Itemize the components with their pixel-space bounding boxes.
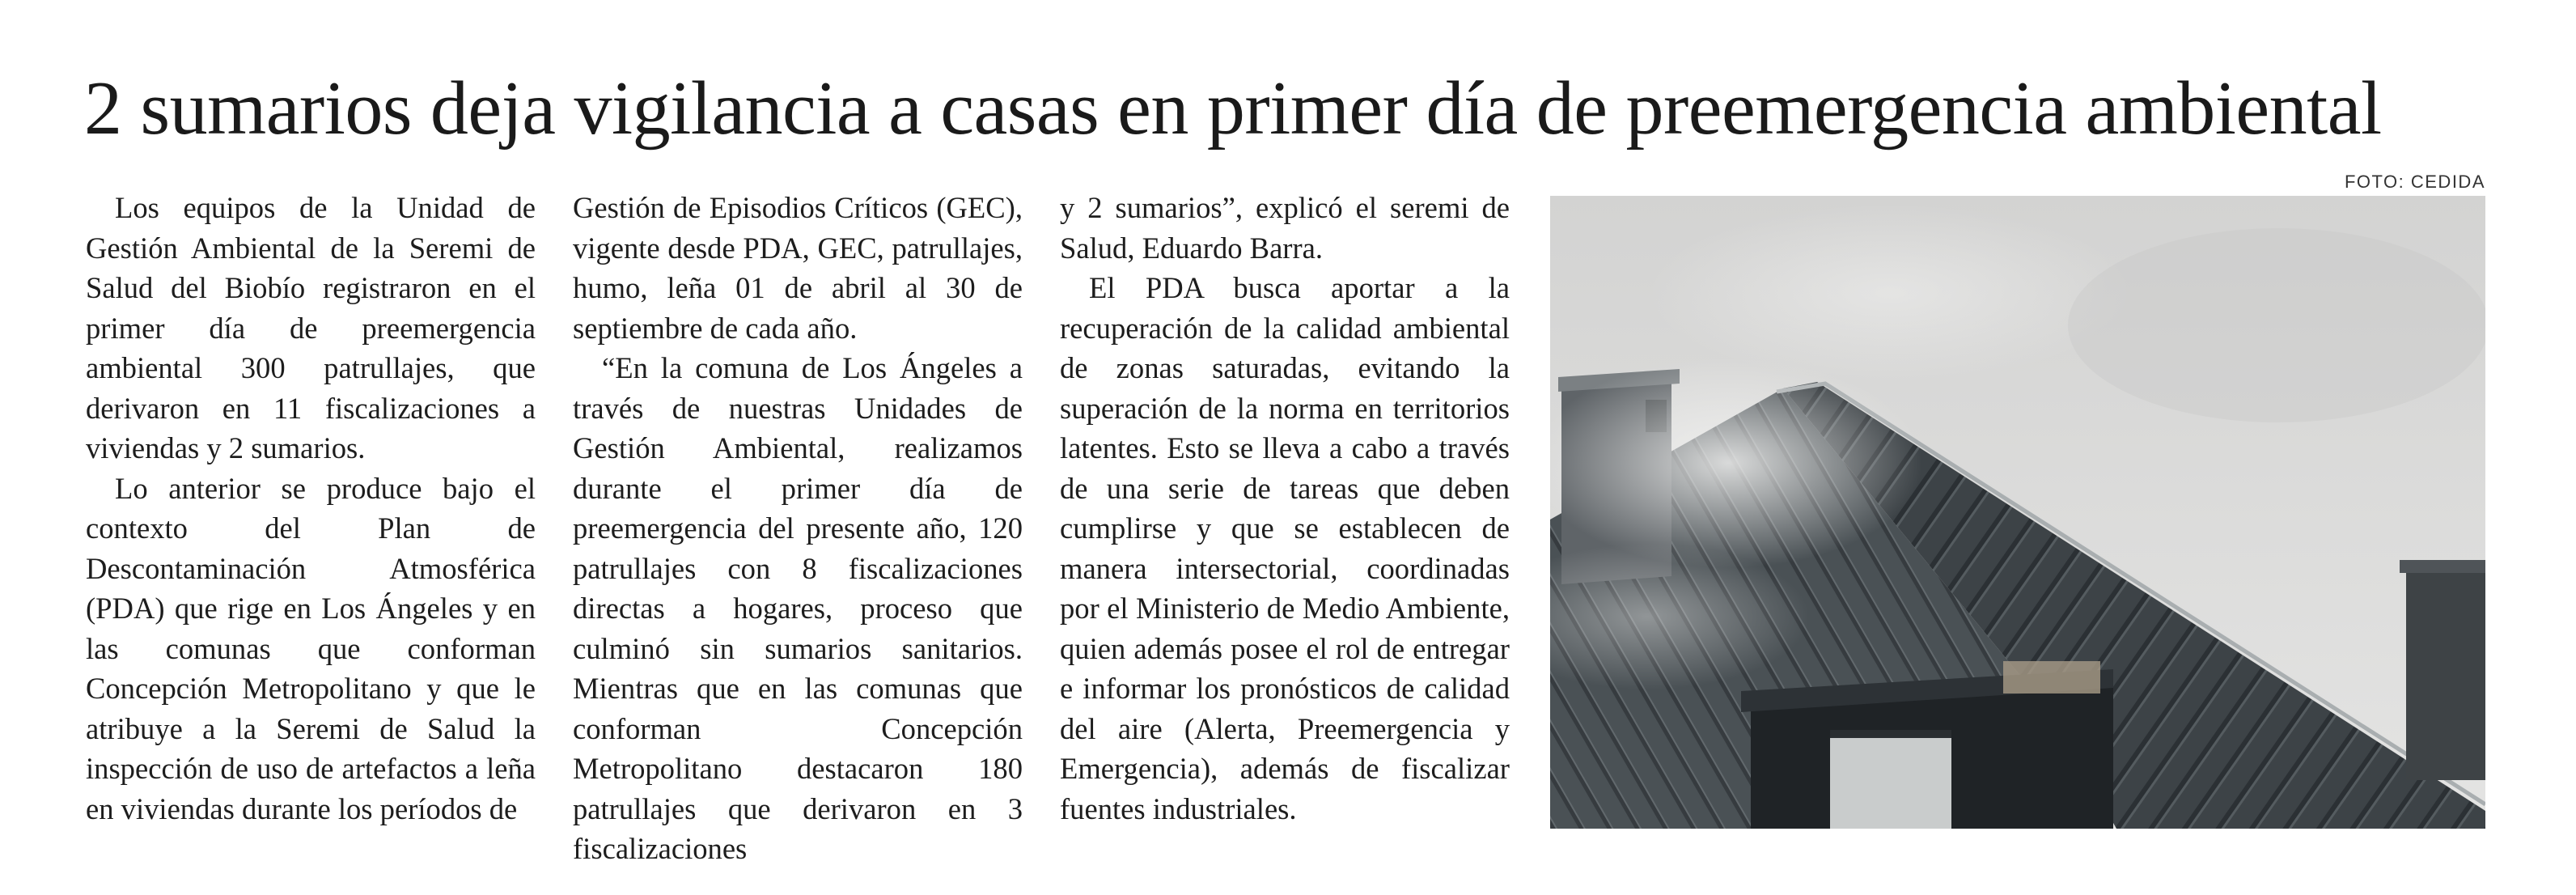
photo-credit: FOTO: CEDIDA: [2344, 172, 2485, 192]
text-column-1: [86, 188, 536, 829]
text-column-2: [573, 188, 1023, 869]
house-roof-smoke-image: [1550, 196, 2485, 829]
paragraph-continued: y 2 sumarios”, explicó el seremi de Salud, Eduardo Barra.: [1060, 191, 1510, 265]
paragraph-continued: Gestión de Episodios Críticos (GEC), vigente desde PDA, GEC, patrullajes, humo, leña 01 de abril al 30 de septiembre de cada año.: [573, 191, 1023, 345]
paragraph: Los equipos de la Unidad de Gestión Ambiental de la Seremi de Salud del Biobío registraron en el primer día de preemergencia ambiental 300 patrullajes, que derivaron en 11 fiscalizaciones a viviendas y 2 sumarios.: [86, 191, 536, 464]
paragraph: Lo anterior se produce bajo el contexto del Plan de Descontaminación Atmosférica (PDA) que rige en Los Ángeles y en las comunas que conforman Concepción Metropolitano y que le atribuye a la Seremi de Salud la inspección de uso de artefactos a leña en viviendas durante los períodos de: [86, 471, 536, 825]
article-headline: 2 sumarios deja vigilancia a casas en primer día de preemergencia ambiental: [84, 66, 2382, 151]
paragraph: El PDA busca aportar a la recuperación de la calidad ambiental de zonas saturadas, evitando la superación de la norma en territorios latentes. Esto se lleva a cabo a través de una serie de tareas que deben cumplirse y que se establecen de manera intersectorial, coordinadas por el Ministerio de Medio Ambiente, quien además posee el rol de entregar e informar los pronósticos de calidad del aire (Alerta, Preemergencia y Emergencia), además de fiscalizar fuentes industriales.: [1060, 271, 1510, 825]
text-column-3: [1060, 188, 1510, 829]
article-photo: [1550, 196, 2485, 829]
paragraph: “En la comuna de Los Ángeles a través de nuestras Unidades de Gestión Ambiental, realizamos durante el primer día de preemergencia del presente año, 120 patrullajes con 8 fiscalizaciones directas a hogares, proceso que culminó sin sumarios sanitarios. Mientras que en las comunas que conforman Concepción Metropolitano destacaron 180 patrullajes que derivaron en 3 fiscalizaciones: [573, 351, 1023, 865]
